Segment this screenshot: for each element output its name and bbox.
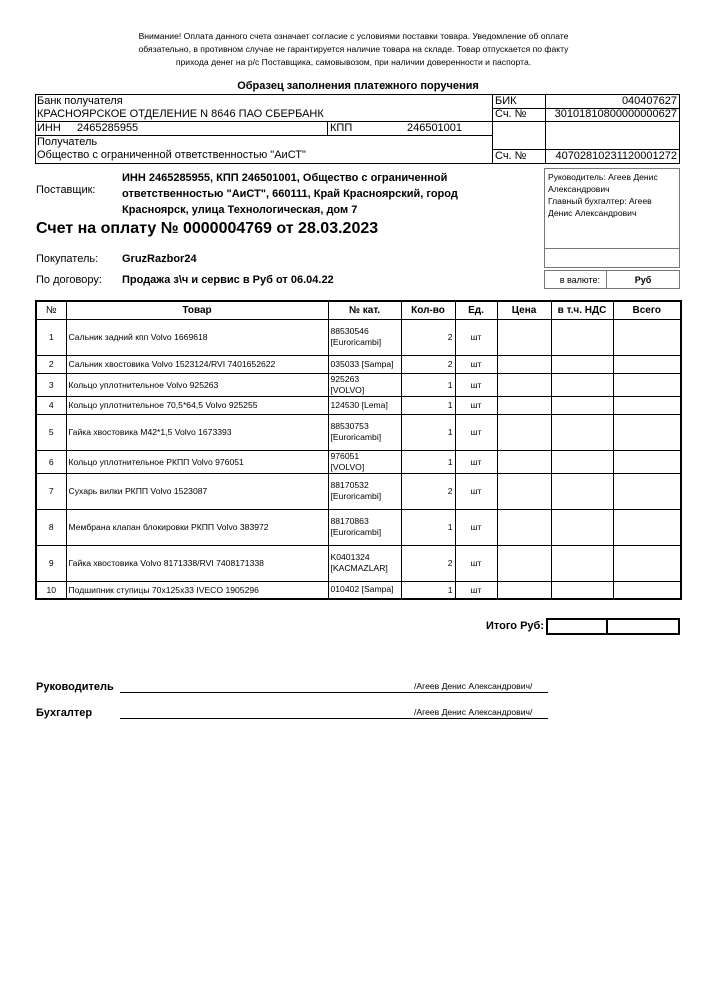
account-label: Сч. № xyxy=(495,150,527,162)
director-label: Руководитель xyxy=(36,681,114,693)
row-catalog-number: 88530753 [Euroricambi] xyxy=(328,414,401,450)
notice-line: прихода денег на р/с Поставщика, самовывозом, при наличии доверенности и паспорта. xyxy=(175,57,532,67)
row-catalog-number: 88170863 [Euroricambi] xyxy=(328,509,401,545)
row-product-name: Мембрана клапан блокировки РКПП Volvo 383972 xyxy=(66,509,328,545)
row-catalog-number: 925263 [VOLVO] xyxy=(328,373,401,396)
col-header-total: Всего xyxy=(613,301,681,319)
supplier-line: ИНН 2465285955, КПП 246501001, Общество с ограниченной xyxy=(122,172,448,184)
row-number: 2 xyxy=(36,355,66,373)
row-price xyxy=(497,473,551,509)
col-header-quantity: Кол-во xyxy=(401,301,455,319)
row-total xyxy=(613,414,681,450)
signers-line: Главный бухгалтер: Агеев xyxy=(548,196,652,206)
table-row xyxy=(36,396,681,414)
row-vat xyxy=(551,450,613,473)
col-header-unit: Ед. xyxy=(455,301,497,319)
signers-line: Руководитель: Агеев Денис xyxy=(548,172,658,182)
currency-value: Руб xyxy=(606,270,680,289)
notice-line: обязательно, в противном случае не гарантируется наличие товара на складе. Товар отпускается по факту xyxy=(138,44,569,54)
row-number: 7 xyxy=(36,473,66,509)
row-quantity: 1 xyxy=(401,581,455,599)
row-price xyxy=(497,450,551,473)
total-label: Итого Руб: xyxy=(486,620,544,632)
signers-line: Денис Александрович xyxy=(548,208,637,218)
signers-box xyxy=(544,168,680,249)
recipient-name: Общество с ограниченной ответственностью "АиСТ" xyxy=(37,149,306,161)
row-total xyxy=(613,396,681,414)
row-vat xyxy=(551,355,613,373)
row-price xyxy=(497,545,551,581)
supplier-line: Красноярск, улица Технологическая, дом 7 xyxy=(122,204,358,216)
row-catalog-number: 88530546 [Euroricambi] xyxy=(328,319,401,355)
accountant-signature-line xyxy=(120,718,548,719)
row-total xyxy=(613,355,681,373)
row-product-name: Кольцо уплотнительное РКПП Volvo 976051 xyxy=(66,450,328,473)
row-vat xyxy=(551,509,613,545)
row-unit: шт xyxy=(455,355,497,373)
director-name: /Агеев Денис Александрович/ xyxy=(414,681,533,691)
bik-value: 040407627 xyxy=(621,95,677,107)
recipient-bank-label: Банк получателя xyxy=(37,95,123,107)
bik-label: БИК xyxy=(495,95,517,107)
row-quantity: 1 xyxy=(401,396,455,414)
row-product-name: Гайка хвостовика Volvo 8171338/RVI 7408171338 xyxy=(66,545,328,581)
row-unit: шт xyxy=(455,373,497,396)
row-price xyxy=(497,319,551,355)
row-product-name: Сухарь вилки РКПП Volvo 1523087 xyxy=(66,473,328,509)
invoice-title: Счет на оплату № 0000004769 от 28.03.2023 xyxy=(36,220,379,237)
table-header-row xyxy=(36,301,681,319)
row-catalog-number: 010402 [Sampa] xyxy=(328,581,401,599)
row-number: 4 xyxy=(36,396,66,414)
supplier-details xyxy=(122,170,512,218)
table-row xyxy=(36,581,681,599)
buyer-side-box xyxy=(544,249,680,268)
row-catalog-number: K0401324 [KACMAZLAR] xyxy=(328,545,401,581)
row-vat xyxy=(551,373,613,396)
row-unit: шт xyxy=(455,319,497,355)
payment-notice xyxy=(60,30,647,69)
row-quantity: 2 xyxy=(401,319,455,355)
row-vat xyxy=(551,545,613,581)
row-price xyxy=(497,509,551,545)
row-catalog-number: 976051 [VOLVO] xyxy=(328,450,401,473)
col-header-vat: в т.ч. НДС xyxy=(551,301,613,319)
buyer-value: GruzRazbor24 xyxy=(122,253,197,265)
row-vat xyxy=(551,414,613,450)
row-number: 8 xyxy=(36,509,66,545)
table-row xyxy=(36,355,681,373)
table-row xyxy=(36,414,681,450)
payment-sample-title: Образец заполнения платежного поручения xyxy=(237,80,479,92)
currency-label: в валюте: xyxy=(544,270,607,289)
bank-details-block xyxy=(35,94,680,164)
contract-label: По договору: xyxy=(36,274,102,286)
row-number: 10 xyxy=(36,581,66,599)
accountant-label: Бухгалтер xyxy=(36,707,93,719)
row-price xyxy=(497,414,551,450)
col-header-number: № xyxy=(36,301,66,319)
row-product-name: Подшипник ступицы 70x125x33 IVECO 1905296 xyxy=(66,581,328,599)
row-number: 9 xyxy=(36,545,66,581)
row-vat xyxy=(551,581,613,599)
row-catalog-number: 124530 [Lema] xyxy=(328,396,401,414)
accountant-name: /Агеев Денис Александрович/ xyxy=(414,707,533,717)
recipient-label: Получатель xyxy=(37,136,98,148)
kpp-value: 246501001 xyxy=(406,122,463,134)
table-row xyxy=(36,373,681,396)
row-number: 1 xyxy=(36,319,66,355)
row-product-name: Гайка хвостовика М42*1,5 Volvo 1673393 xyxy=(66,414,328,450)
corr-account-value: 30101810800000000627 xyxy=(554,108,677,120)
row-vat xyxy=(551,319,613,355)
table-row xyxy=(36,545,681,581)
row-price xyxy=(497,396,551,414)
table-row xyxy=(36,509,681,545)
col-header-catalog: № кат. xyxy=(328,301,401,319)
row-quantity: 2 xyxy=(401,473,455,509)
row-unit: шт xyxy=(455,473,497,509)
director-signature-line xyxy=(120,692,548,693)
recipient-bank-name: КРАСНОЯРСКОЕ ОТДЕЛЕНИЕ N 8646 ПАО СБЕРБАНК xyxy=(37,108,324,120)
row-total xyxy=(613,319,681,355)
row-quantity: 2 xyxy=(401,355,455,373)
supplier-line: ответственностью "АиСТ", 660111, Край Красноярский, город xyxy=(122,188,458,200)
row-total xyxy=(613,581,681,599)
row-number: 5 xyxy=(36,414,66,450)
row-total xyxy=(613,473,681,509)
contract-value: Продажа з\ч и сервис в Руб от 06.04.22 xyxy=(122,274,334,286)
row-quantity: 1 xyxy=(401,373,455,396)
row-total xyxy=(613,373,681,396)
row-vat xyxy=(551,396,613,414)
row-unit: шт xyxy=(455,509,497,545)
total-sum-box xyxy=(606,618,680,635)
row-quantity: 1 xyxy=(401,509,455,545)
row-price xyxy=(497,581,551,599)
table-row xyxy=(36,319,681,355)
row-total xyxy=(613,509,681,545)
supplier-label: Поставщик: xyxy=(36,184,96,196)
row-product-name: Сальник хвостовика Volvo 1523124/RVI 7401652622 xyxy=(66,355,328,373)
buyer-label: Покупатель: xyxy=(36,253,99,265)
notice-line: Внимание! Оплата данного счета означает согласие с условиями поставки товара. Уведомление об оплате xyxy=(138,31,569,41)
table-row xyxy=(36,473,681,509)
row-product-name: Кольцо уплотнительное Volvo 925263 xyxy=(66,373,328,396)
row-product-name: Кольцо уплотнительное 70,5*64,5 Volvo 925255 xyxy=(66,396,328,414)
account-value: 40702810231120001272 xyxy=(555,150,677,162)
row-price xyxy=(497,373,551,396)
inn-label: ИНН xyxy=(37,122,61,134)
row-product-name: Сальник задний кпп Volvo 1669618 xyxy=(66,319,328,355)
row-number: 6 xyxy=(36,450,66,473)
items-table xyxy=(35,300,682,600)
row-quantity: 1 xyxy=(401,450,455,473)
row-price xyxy=(497,355,551,373)
table-row xyxy=(36,450,681,473)
row-unit: шт xyxy=(455,414,497,450)
corr-account-label: Сч. № xyxy=(495,108,527,120)
row-unit: шт xyxy=(455,450,497,473)
row-total xyxy=(613,450,681,473)
row-vat xyxy=(551,473,613,509)
row-unit: шт xyxy=(455,581,497,599)
signers-line: Александрович xyxy=(548,184,610,194)
kpp-label: КПП xyxy=(330,122,353,134)
total-vat-box xyxy=(546,618,608,635)
col-header-price: Цена xyxy=(497,301,551,319)
row-unit: шт xyxy=(455,545,497,581)
inn-value: 2465285955 xyxy=(77,122,139,134)
row-catalog-number: 035033 [Sampa] xyxy=(328,355,401,373)
row-catalog-number: 88170532 [Euroricambi] xyxy=(328,473,401,509)
row-unit: шт xyxy=(455,396,497,414)
row-number: 3 xyxy=(36,373,66,396)
row-quantity: 1 xyxy=(401,414,455,450)
row-quantity: 2 xyxy=(401,545,455,581)
row-total xyxy=(613,545,681,581)
col-header-product: Товар xyxy=(66,301,328,319)
